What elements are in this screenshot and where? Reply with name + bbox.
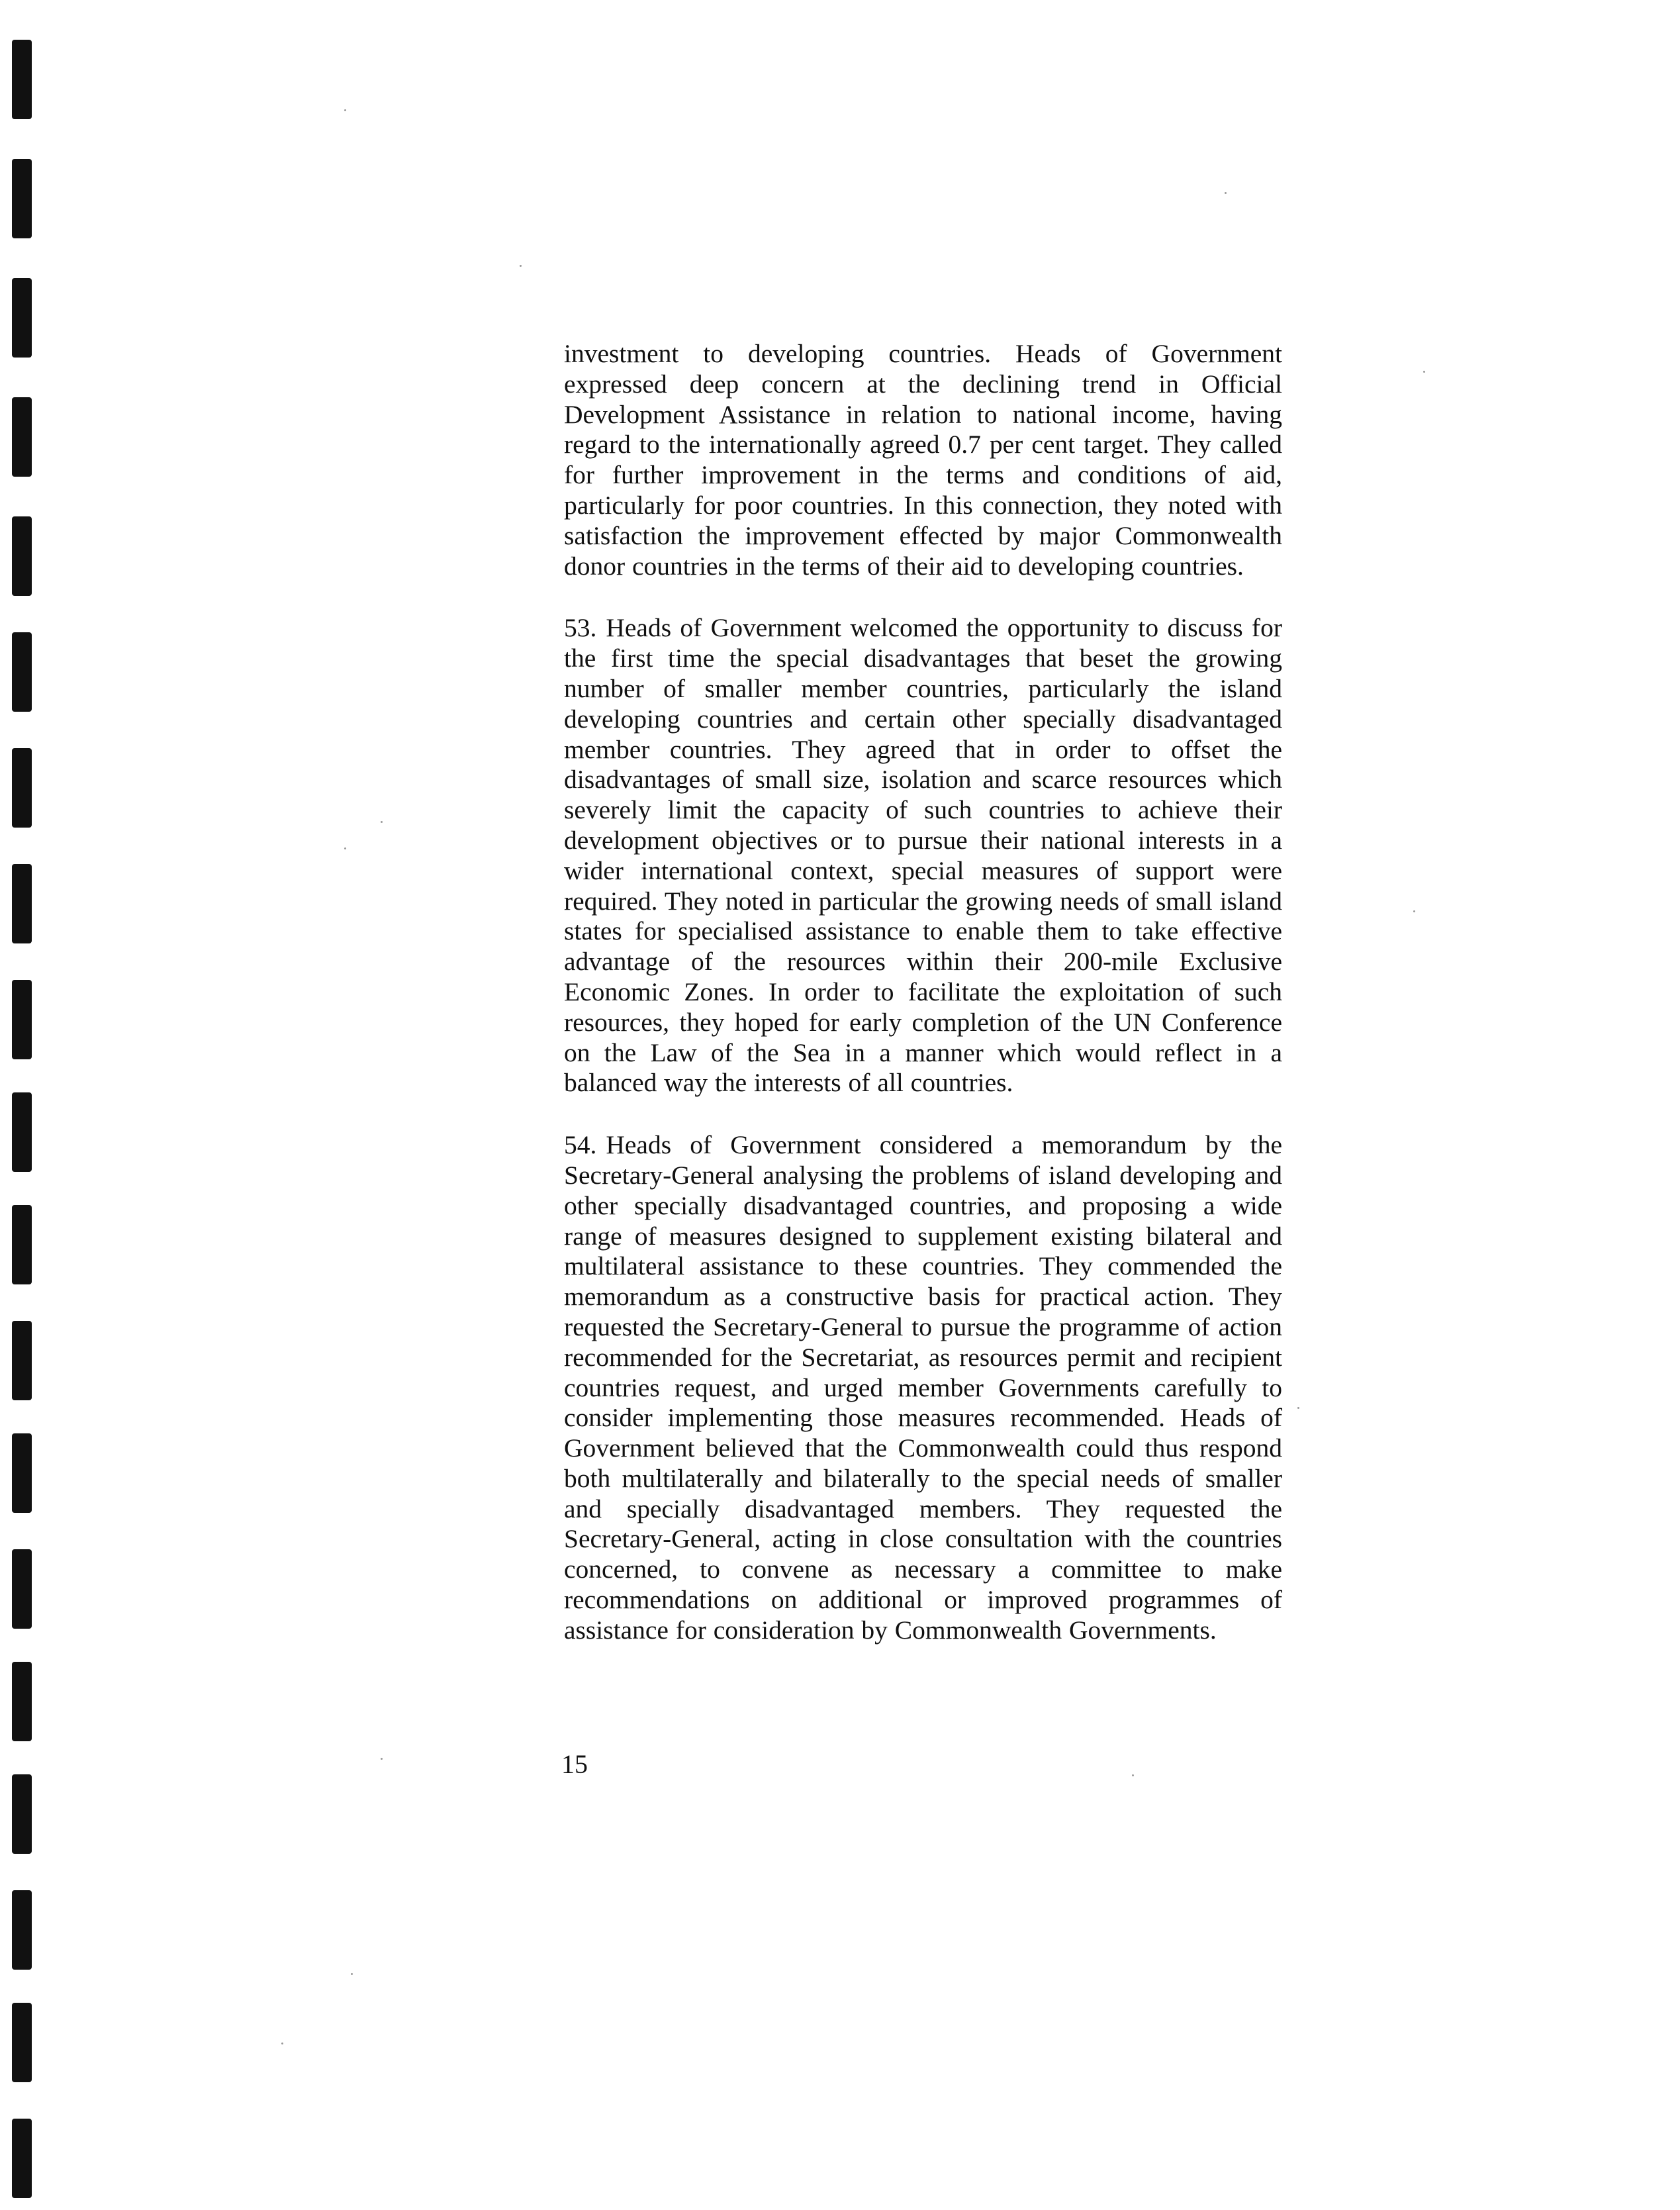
binding-mark	[12, 159, 32, 238]
scan-speck	[351, 1973, 353, 1975]
binding-mark	[12, 2003, 32, 2082]
binding-mark	[12, 864, 32, 943]
paragraph-continuation	[564, 339, 1282, 581]
binding-holes	[0, 0, 60, 2210]
binding-mark	[12, 516, 32, 596]
binding-mark	[12, 1549, 32, 1629]
scan-speck	[381, 821, 383, 823]
scan-speck	[1413, 910, 1415, 912]
paragraph-text: Heads of Government considered a memorandum by the Secretary-General analysing the problems of island developing and other specially disadvantaged countries, and proposing a wide range of measures designed to supplement existing bilateral and multilateral assistance to these countries. They commended the memorandum as a constructive basis for practical action. They requested the Secretary-General to pursue the programme of action recommended for the Secretariat, as resources permit and recipient countries request, and urged member Governments carefully to consider implementing those measures recommended. Heads of Government believed that the Commonwealth could thus respond both multilaterally and bilaterally to the special needs of smaller and specially disadvantaged members. They requested the Secretary-General, acting in close consultation with the countries concerned, to convene as necessary a committee to make recommendations on additional or improved programmes of assistance for consideration by Commonwealth Governments.	[564, 1130, 1282, 1645]
binding-mark	[12, 1774, 32, 1854]
binding-mark	[12, 1205, 32, 1284]
binding-mark	[12, 1433, 32, 1513]
binding-mark	[12, 632, 32, 712]
body-text	[564, 339, 1282, 1646]
scan-speck	[1297, 1407, 1299, 1409]
scan-speck	[281, 2042, 283, 2044]
paragraph-54	[564, 1130, 1282, 1646]
scan-speck	[1423, 371, 1425, 373]
binding-mark	[12, 397, 32, 477]
paragraph-text: Heads of Government welcomed the opportunity to discuss for the first time the special disadvantages that beset the growing number of smaller member countries, particularly the island developing countries and certain other specially disadvantaged member countries. They agreed that in order to offset the disadvantages of small size, isolation and scarce resources which severely limit the capacity of such countries to achieve their development objectives or to pursue their national interests in a wider international context, special measures of support were required. They noted in particular the growing needs of small island states for specialised assistance to enable them to take effective advantage of the resources within their 200-mile Exclusive Economic Zones. In order to facilitate the exploitation of such resources, they hoped for early completion of the UN Conference on the Law of the Sea in a manner which would reflect in a balanced way the interests of all countries.	[564, 613, 1282, 1098]
binding-mark	[12, 40, 32, 119]
scan-speck	[344, 109, 346, 111]
binding-mark	[12, 980, 32, 1059]
binding-mark	[12, 278, 32, 358]
paragraph-53	[564, 613, 1282, 1098]
binding-mark	[12, 1321, 32, 1400]
paragraph-text: investment to developing countries. Heads of Government expressed deep concern at the declining trend in Official Development Assistance in relation to national income, having regard to the internationally agreed 0.7 per cent target. They called for further improvement in the terms and conditions of aid, particularly for poor countries. In this connection, they noted with satisfaction the improvement effected by major Commonwealth donor countries in the terms of their aid to developing countries.	[564, 339, 1282, 581]
scan-speck	[1132, 1774, 1134, 1776]
scan-speck	[381, 1758, 383, 1760]
binding-mark	[12, 1662, 32, 1741]
scan-speck	[520, 265, 522, 267]
binding-mark	[12, 2119, 32, 2198]
scan-speck	[1225, 192, 1227, 194]
binding-mark	[12, 748, 32, 828]
paragraph-number: 53.	[564, 613, 597, 643]
binding-mark	[12, 1890, 32, 1970]
scan-speck	[344, 847, 346, 849]
binding-mark	[12, 1092, 32, 1172]
paragraph-number: 54.	[564, 1130, 597, 1160]
page-number: 15	[561, 1749, 588, 1779]
